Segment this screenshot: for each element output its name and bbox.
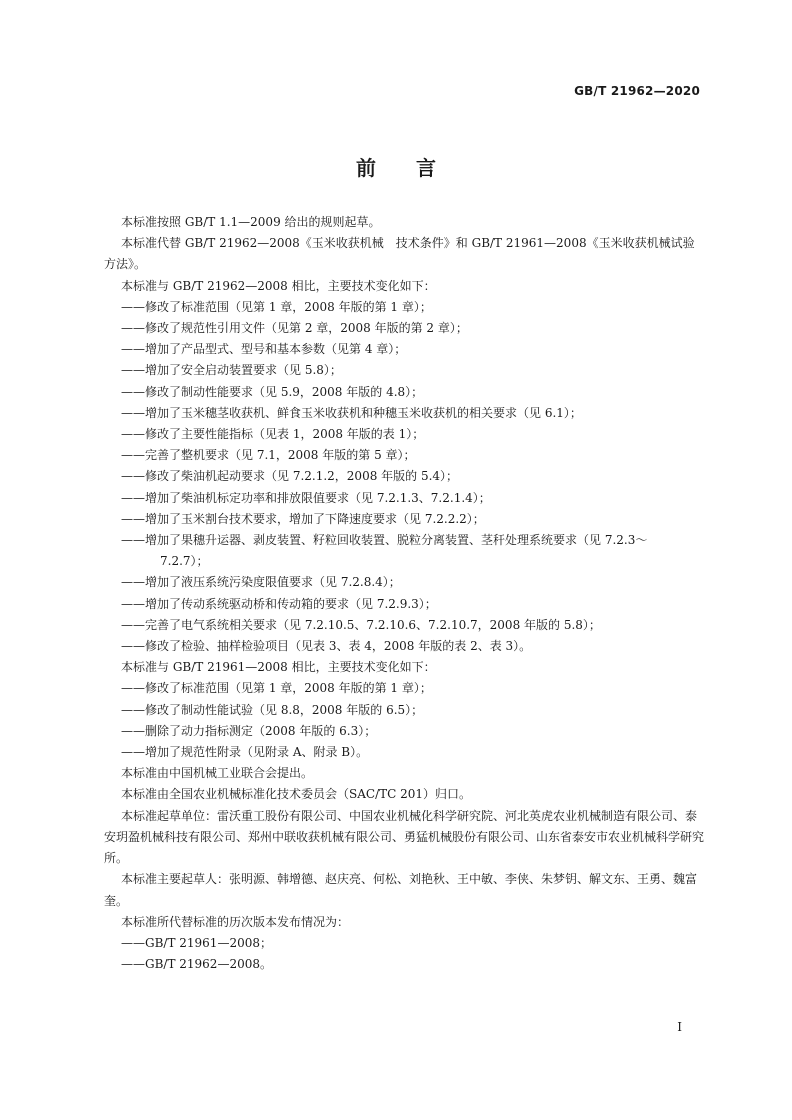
change-item: ——删除了动力指标测定（2008 年版的 6.3）； — [121, 723, 377, 738]
paragraph: 本标准起草单位：雷沃重工股份有限公司、中国农业机械化科学研究院、河北英虎农业机械制造有限公司、泰安玥盈机械科技有限公司、郑州中联收获机械有限公司、勇猛机械股份有限公司、山东省泰安市农业机械科学研究所。 — [104, 808, 705, 866]
change-item: ——修改了主要性能指标（见表 1，2008 年版的表 1）； — [121, 427, 425, 442]
paragraph: 本标准按照 GB/T 1.1—2009 给出的规则起草。 — [121, 215, 381, 229]
change-item: ——修改了标准范围（见第 1 章，2008 年版的第 1 章）； — [121, 681, 432, 696]
change-item: ——完善了电气系统相关要求（见 7.2.10.5、7.2.10.6、7.2.10.7，2008 年版的 5.8）； — [121, 617, 601, 632]
change-item: ——增加了柴油机标定功率和排放限值要求（见 7.2.1.3、7.2.1.4）； — [121, 490, 491, 505]
foreword-body — [104, 212, 704, 975]
paragraph: 本标准由中国机械工业联合会提出。 — [121, 766, 314, 781]
change-item: ——修改了柴油机起动要求（见 7.2.1.2，2008 年版的 5.4）； — [121, 469, 459, 484]
change-item: ——完善了整机要求（见 7.1，2008 年版的第 5 章）； — [121, 448, 416, 463]
change-item: ——增加了玉米割台技术要求，增加了下降速度要求（见 7.2.2.2）； — [121, 511, 485, 526]
change-item: ——增加了安全启动装置要求（见 5.8）； — [121, 363, 342, 378]
paragraph: 本标准主要起草人：张明源、韩增德、赵庆亮、何松、刘艳秋、王中敏、李侠、朱梦钥、解文东、王勇、魏富奎。 — [104, 872, 698, 908]
change-item: ——增加了产品型式、型号和基本参数（见第 4 章）； — [121, 342, 407, 357]
paragraph: 本标准与 GB/T 21962—2008 相比，主要技术变化如下： — [121, 278, 436, 293]
page-title — [0, 152, 792, 181]
change-item: ——增加了传动系统驱动桥和传动箱的要求（见 7.2.9.3）； — [121, 596, 437, 611]
change-item: ——增加了果穗升运器、剥皮装置、籽粒回收装置、脱粒分离装置、茎秆处理系统要求（见 7.2.3～ — [121, 533, 648, 548]
page-number: I — [677, 1020, 682, 1034]
history-item: ——GB/T 21962—2008。 — [121, 957, 272, 972]
paragraph: 本标准与 GB/T 21961—2008 相比，主要技术变化如下： — [121, 660, 436, 675]
change-item: ——增加了规范性附录（见附录 A、附录 B）。 — [121, 745, 369, 760]
change-item: ——修改了规范性引用文件（见第 2 章，2008 年版的第 2 章）； — [121, 321, 468, 336]
change-item: ——修改了检验、抽样检验项目（见表 3、表 4，2008 年版的表 2、表 3）。 — [121, 639, 532, 654]
standard-number-header: GB/T 21962—2020 — [574, 84, 700, 98]
change-item: ——修改了制动性能试验（见 8.8，2008 年版的 6.5）； — [121, 702, 424, 717]
title-char-1: 前 — [356, 156, 376, 180]
change-item: ——增加了液压系统污染度限值要求（见 7.2.8.4）； — [121, 575, 401, 590]
title-char-2: 言 — [416, 156, 436, 180]
change-item: ——修改了标准范围（见第 1 章，2008 年版的第 1 章）； — [121, 299, 432, 314]
paragraph: 本标准由全国农业机械标准化技术委员会（SAC/TC 201）归口。 — [121, 787, 472, 802]
change-item: ——修改了制动性能要求（见 5.9，2008 年版的 4.8）； — [121, 384, 424, 399]
change-item-continuation: 7.2.7）； — [160, 554, 209, 569]
change-item: ——增加了玉米穗茎收获机、鲜食玉米收获机和种穗玉米收获机的相关要求（见 6.1）； — [121, 405, 582, 420]
history-item: ——GB/T 21961—2008； — [121, 935, 272, 950]
paragraph: 本标准代替 GB/T 21962—2008《玉米收获机械 技术条件》和 GB/T 21961—2008《玉米收获机械试验方法》。 — [104, 236, 695, 272]
paragraph: 本标准所代替标准的历次版本发布情况为： — [121, 914, 350, 929]
